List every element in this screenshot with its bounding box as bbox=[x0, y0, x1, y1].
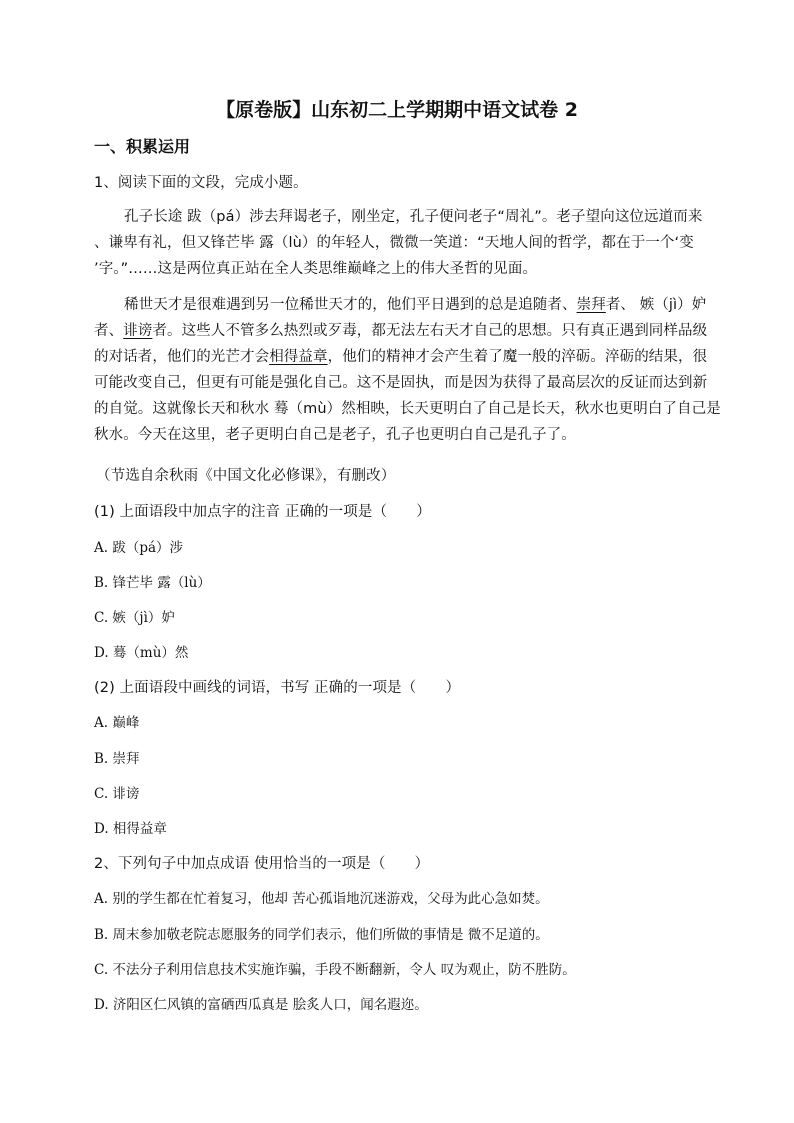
passage-para2-line: 可能改变自己，但更有可能是强化自己。这不是固执，而是因为获得了最高层次的反证而达到新 bbox=[94, 375, 708, 391]
text-run: 稀世天才是很难遇到另一位稀世天才的，他们平日遇到的总是追随者、 bbox=[124, 297, 577, 313]
passage-para2-line: 的自觉。这就像长天和秋水 蓦（mù）然相映，长天更明白了自己是长天，秋水也更明白了自己是 bbox=[94, 401, 721, 417]
text-run: 者、 嫉（jì）妒 bbox=[605, 297, 707, 313]
passage-para1-line: 、谦卑有礼，但又锋芒毕 露（lù）的年轻人，微微一笑道：“天地人间的哲学，都在于一个‘变 bbox=[94, 235, 694, 251]
passage-para2-line bbox=[124, 295, 706, 315]
underlined-word: 相得益章 bbox=[269, 349, 328, 365]
passage-para2-line bbox=[94, 347, 707, 367]
passage-source: （节选自余秋雨《中国文化必修课》，有删改） bbox=[96, 468, 396, 484]
underlined-word: 诽谤 bbox=[123, 323, 153, 339]
passage-para2-line: 秋水。今天在这里，老子更明白自己是老子，孔子也更明白自己是孔子了。 bbox=[94, 427, 576, 443]
text-run: 者、 bbox=[94, 323, 124, 339]
answer-option[interactable]: D. 蓦（mù）然 bbox=[94, 645, 189, 661]
underlined-word: 崇拜 bbox=[576, 297, 606, 313]
passage-para2-line bbox=[94, 321, 707, 341]
question-1-stem: 1、阅读下面的文段，完成小题。 bbox=[94, 175, 308, 191]
answer-option[interactable]: C. 诽谤 bbox=[94, 786, 140, 802]
answer-option[interactable]: A. 跋（pá）涉 bbox=[94, 540, 184, 556]
sub-question-1-stem: (1) 上面语段中加点字的注音 正确的一项是（ ） bbox=[94, 504, 431, 520]
answer-option[interactable]: C. 嫉（jì）妒 bbox=[94, 610, 175, 626]
question-2-stem: 2、下列句子中加点成语 使用恰当的一项是（ ） bbox=[94, 856, 430, 872]
answer-option[interactable]: B. 崇拜 bbox=[94, 751, 140, 767]
text-run: 者。这些人不管多么热烈或歹毒，都无法左右天才自己的思想。只有真正遇到同样品级 bbox=[152, 323, 708, 339]
answer-option[interactable]: C. 不法分子利用信息技术实施诈骗，手段不断翻新，令人 叹为观止，防不胜防。 bbox=[94, 962, 576, 978]
text-run: 的对话者，他们的光芒才会 bbox=[94, 349, 270, 365]
section-heading: 一、积累运用 bbox=[94, 137, 191, 156]
passage-para1-line: 孔子长途 跋（pá）涉去拜谒老子，刚坐定，孔子便问老子“周礼”。老子望向这位远道而来 bbox=[124, 209, 703, 225]
passage-para1-line: ’字。”……这是两位真正站在全人类思维巅峰之上的伟大圣哲的见面。 bbox=[94, 261, 538, 277]
answer-option[interactable]: D. 相得益章 bbox=[94, 821, 167, 837]
text-run: ，他们的精神才会产生着了魔一般的淬砺。淬砺的结果，很 bbox=[327, 349, 708, 365]
sub-question-2-stem: (2) 上面语段中画线的词语，书写 正确的一项是（ ） bbox=[94, 680, 461, 696]
answer-option[interactable]: B. 周末参加敬老院志愿服务的同学们表示，他们所做的事情是 微不足道的。 bbox=[94, 927, 549, 943]
answer-option[interactable]: D. 济阳区仁风镇的富硒西瓜真是 脍炙人口，闻名遐迩。 bbox=[94, 997, 428, 1013]
page-title: 【原卷版】山东初二上学期期中语文试卷 2 bbox=[216, 99, 578, 121]
answer-option[interactable]: B. 锋芒毕 露（lù） bbox=[94, 575, 211, 591]
answer-option[interactable]: A. 别的学生都在忙着复习，他却 苦心孤诣地沉迷游戏，父母为此心急如焚。 bbox=[94, 891, 549, 907]
answer-option[interactable]: A. 巅峰 bbox=[94, 715, 140, 731]
